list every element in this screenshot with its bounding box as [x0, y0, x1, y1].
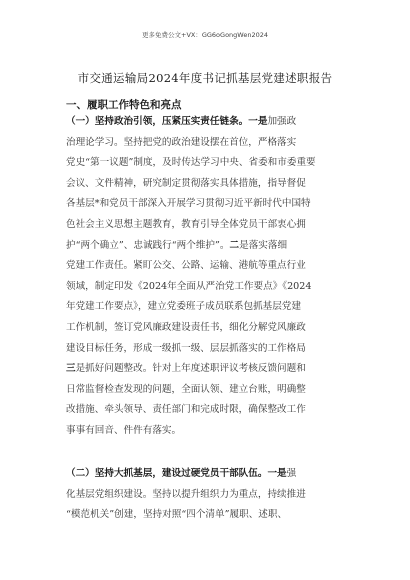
- paragraph-line: 色社会主义思想主题教育，教育引导全体党员干部衷心拥: [66, 218, 306, 230]
- paragraph-line: 会议、文件精神，研究制定贯彻落实具体措施，指导督促: [66, 177, 306, 189]
- paragraph-2: [66, 464, 346, 526]
- paragraph-line: 各基层*和党员干部深入开展学习贯彻习近平新时代中国特: [66, 198, 311, 210]
- paragraph-1: [66, 112, 346, 442]
- paragraph-lead: （一）坚持政治引领，压紧压实责任链条。: [66, 116, 249, 127]
- header-note: 更多免费公文+VX：GG6oGongWen2024: [142, 31, 268, 39]
- paragraph-line: 党史“第一议题”制度，及时传达学习中央、省委和市委重要: [66, 157, 316, 169]
- lead-tail: 一是: [248, 116, 268, 127]
- paragraph-line: 护“两个确立”、忠诚践行“两个维护”。二是落实落细: [66, 239, 288, 251]
- paragraph-line: （二）坚持大抓基层，建设过硬党员干部队伍。一是强: [66, 468, 297, 479]
- paragraph-line: 事事有回音、件件有落实。: [66, 424, 182, 436]
- paragraph-line: 治理论学习。坚持把党的政治建设摆在首位，严格落实: [66, 136, 297, 148]
- paragraph-line: “模范机关”创建，坚持对照“四个清单”履职、述职、: [66, 509, 288, 521]
- section-heading: 一、履职工作特色和亮点: [66, 99, 182, 111]
- paragraph-line: 化基层党组织建设。坚持以提升组织力为重点，持续推进: [66, 488, 306, 500]
- paragraph-line: 改措施、牵头领导、责任部门和完成时限，确保整改工作: [66, 404, 306, 416]
- lead-tail: 一是: [267, 468, 287, 479]
- bold-marker: 二: [229, 239, 240, 251]
- paragraph-line: 日常监督检查发现的问题，全面认领、建立台账，明确整: [66, 383, 306, 395]
- paragraph-lead: （二）坚持大抓基层，建设过硬党员干部队伍。: [66, 468, 268, 479]
- paragraph-line: 领域，制定印发《2024年全面从严治党工作要点》《2024: [66, 280, 312, 292]
- paragraph-line: 工作机制，签订党风廉政建设责任书，细化分解党风廉政: [66, 321, 306, 333]
- paragraph-line: 建设目标任务，形成一级抓一级、层层抓落实的工作格局: [66, 342, 306, 354]
- paragraph-line: 党建工作责任。紧盯公交、公路、运输、港航等重点行业: [66, 260, 306, 272]
- report-title: 市交通运输局2024年度书记抓基层党建述职报告: [77, 71, 333, 85]
- paragraph-line: 年党建工作要点》，建立党委班子成员联系包抓基层党建: [66, 301, 302, 313]
- paragraph-line: （一）坚持政治引领，压紧压实责任链条。一是加强政: [66, 116, 297, 127]
- bold-marker: 三: [66, 363, 76, 375]
- paragraph-line: 三是抓好问题整改。针对上年度述职评议考核反馈问题和: [66, 363, 306, 375]
